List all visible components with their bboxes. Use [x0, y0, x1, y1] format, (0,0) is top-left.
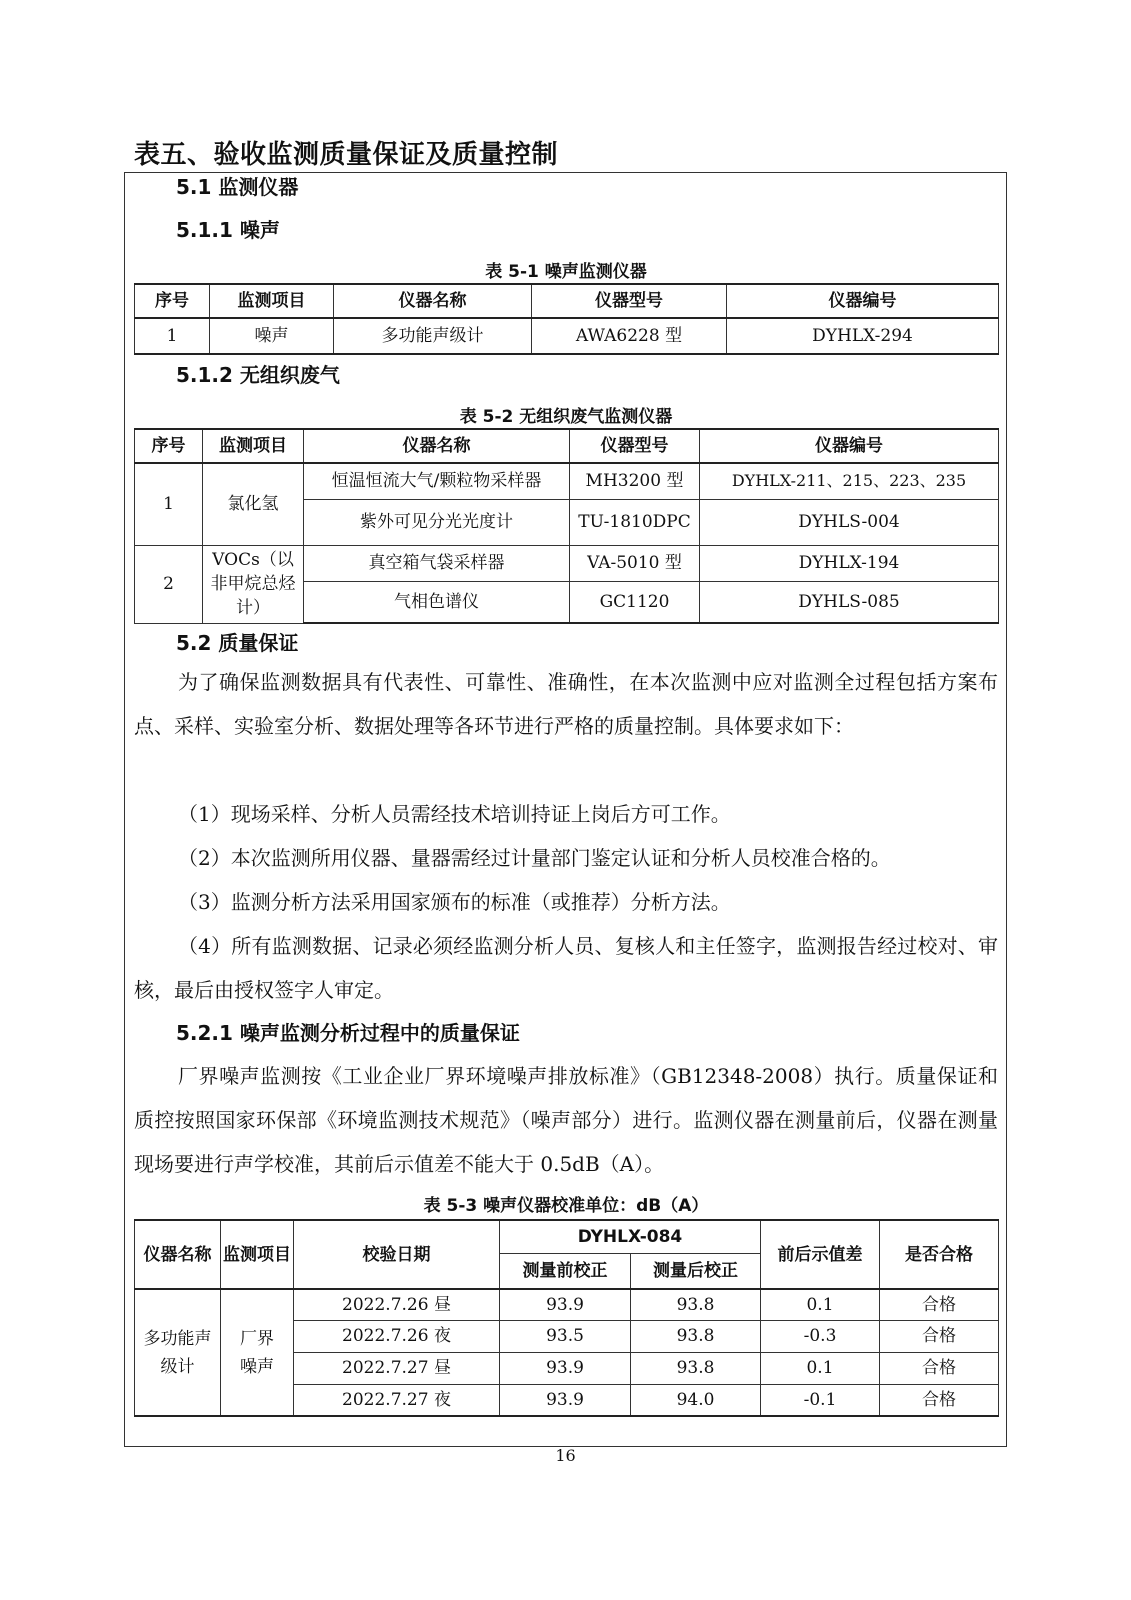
table-header: 前后示值差 — [761, 1220, 880, 1289]
table-header: 测量前校正 — [500, 1253, 631, 1289]
table-cell: 气相色谱仪 — [304, 581, 570, 623]
table-header: 仪器名称 — [135, 1220, 221, 1289]
table-cell: 合格 — [880, 1289, 999, 1320]
table-header: 仪器型号 — [532, 284, 727, 318]
table-cell: GC1120 — [570, 581, 700, 623]
table-cell: VOCs（以非甲烷总烃计） — [203, 545, 304, 623]
section-5-1-1-heading: 5.1.1 噪声 — [176, 218, 280, 242]
table-header: 监测项目 — [221, 1220, 294, 1289]
table-cell: -0.3 — [761, 1320, 880, 1352]
section-5-2-1-heading: 5.2.1 噪声监测分析过程中的质量保证 — [176, 1021, 520, 1045]
table-cell: VA-5010 型 — [570, 545, 700, 581]
page-number: 16 — [555, 1446, 576, 1465]
table-cell: 1 — [135, 318, 210, 354]
table-cell: 2022.7.27 夜 — [294, 1384, 500, 1416]
table-header: 监测项目 — [203, 429, 304, 463]
quality-item-1: （1）现场采样、分析人员需经技术培训持证上岗后方可工作。 — [178, 802, 731, 826]
table-5-3-caption: 表 5-3 噪声仪器校准单位：dB（A） — [423, 1196, 709, 1216]
table-5-1-caption: 表 5-1 噪声监测仪器 — [485, 262, 647, 282]
table-header: 序号 — [135, 284, 210, 318]
table-cell: 93.9 — [500, 1352, 631, 1384]
table-cell: 氯化氢 — [203, 463, 304, 545]
table-row — [135, 318, 999, 354]
table-header: 仪器名称 — [304, 429, 570, 463]
section-5-1-heading: 5.1 监测仪器 — [176, 175, 299, 199]
table-cell: 2022.7.26 夜 — [294, 1320, 500, 1352]
table-row — [135, 545, 999, 581]
table-header: 校验日期 — [294, 1220, 500, 1289]
noise-quality-paragraph: 厂界噪声监测按《工业企业厂界环境噪声排放标准》（GB12348-2008）执行。质量保证和质控按照国家环保部《环境监测技术规范》（噪声部分）进行。监测仪器在测量前后，仪器在测量现场要进行声学校准，其前后示值差不能大于 0.5dB（A）。 — [134, 1064, 998, 1176]
table-cell: 多功能声级计 — [334, 318, 532, 354]
table-cell: DYHLX-194 — [700, 545, 999, 581]
table-cell: TU-1810DPC — [570, 499, 700, 545]
table-header: 序号 — [135, 429, 203, 463]
table-5-2 — [134, 428, 999, 624]
table-cell: 厂界噪声 — [221, 1289, 294, 1416]
table-5-2-caption: 表 5-2 无组织废气监测仪器 — [459, 407, 673, 427]
quality-intro-paragraph: 为了确保监测数据具有代表性、可靠性、准确性，在本次监测中应对监测全过程包括方案布点、采样、实验室分析、数据处理等各环节进行严格的质量控制。具体要求如下： — [134, 670, 998, 738]
table-cell: 合格 — [880, 1320, 999, 1352]
table-cell: 94.0 — [631, 1384, 761, 1416]
table-header: 仪器名称 — [334, 284, 532, 318]
table-cell: 93.5 — [500, 1320, 631, 1352]
table-cell: 93.8 — [631, 1320, 761, 1352]
table-cell: DYHLS-004 — [700, 499, 999, 545]
table-header: 监测项目 — [210, 284, 334, 318]
table-header: 仪器编号 — [727, 284, 999, 318]
table-cell: 93.9 — [500, 1384, 631, 1416]
table-cell: -0.1 — [761, 1384, 880, 1416]
table-cell: 2 — [135, 545, 203, 623]
table-cell: 2022.7.27 昼 — [294, 1352, 500, 1384]
table-row — [135, 1289, 999, 1320]
table-cell: 合格 — [880, 1384, 999, 1416]
table-cell: 1 — [135, 463, 203, 545]
table-header: DYHLX-084 — [500, 1220, 761, 1253]
table-cell: DYHLX-211、215、223、235 — [700, 463, 999, 499]
table-header: 测量后校正 — [631, 1253, 761, 1289]
section-5-1-2-heading: 5.1.2 无组织废气 — [176, 363, 340, 387]
table-cell: 合格 — [880, 1352, 999, 1384]
table-cell: 0.1 — [761, 1352, 880, 1384]
quality-item-4: （4）所有监测数据、记录必须经监测分析人员、复核人和主任签字，监测报告经过校对、审核，最后由授权签字人审定。 — [134, 934, 998, 1002]
table-header: 是否合格 — [880, 1220, 999, 1289]
table-header: 仪器型号 — [570, 429, 700, 463]
table-cell: 2022.7.26 昼 — [294, 1289, 500, 1320]
table-cell: 93.8 — [631, 1289, 761, 1320]
table-cell: 0.1 — [761, 1289, 880, 1320]
table-cell: DYHLX-294 — [727, 318, 999, 354]
table-cell: 93.8 — [631, 1352, 761, 1384]
table-cell: AWA6228 型 — [532, 318, 727, 354]
table-cell: 真空箱气袋采样器 — [304, 545, 570, 581]
page-heading: 表五、验收监测质量保证及质量控制 — [134, 140, 559, 170]
table-cell: MH3200 型 — [570, 463, 700, 499]
quality-item-2: （2）本次监测所用仪器、量器需经过计量部门鉴定认证和分析人员校准合格的。 — [178, 846, 891, 870]
section-5-2-heading: 5.2 质量保证 — [176, 631, 299, 655]
table-header: 仪器编号 — [700, 429, 999, 463]
table-cell: 多功能声级计 — [135, 1289, 221, 1416]
quality-item-3: （3）监测分析方法采用国家颁布的标准（或推荐）分析方法。 — [178, 890, 731, 914]
table-row — [135, 463, 999, 499]
table-cell: 恒温恒流大气/颗粒物采样器 — [304, 463, 570, 499]
table-cell: 紫外可见分光光度计 — [304, 499, 570, 545]
table-cell: DYHLS-085 — [700, 581, 999, 623]
table-5-3 — [134, 1219, 999, 1417]
table-5-1 — [134, 283, 999, 355]
table-cell: 噪声 — [210, 318, 334, 354]
table-cell: 93.9 — [500, 1289, 631, 1320]
